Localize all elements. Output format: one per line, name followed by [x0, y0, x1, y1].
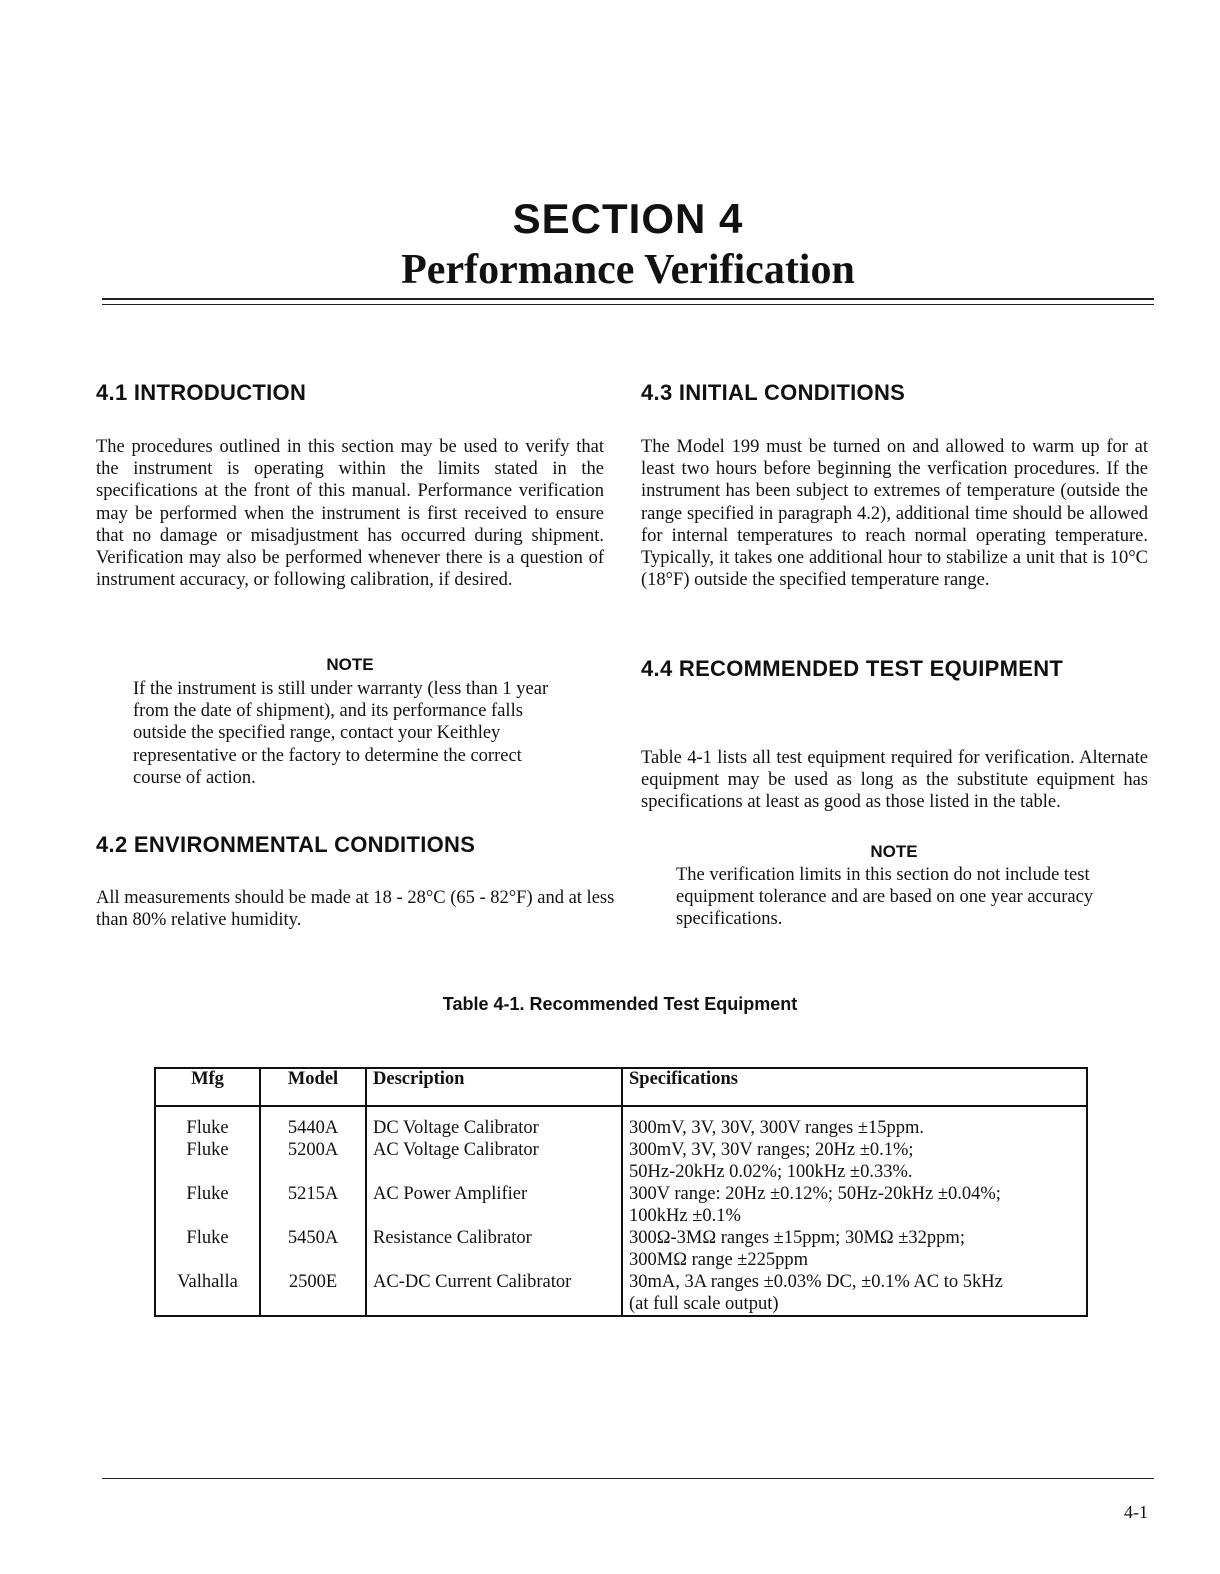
spec-line: (at full scale output) — [629, 1294, 779, 1314]
cell-specifications — [622, 1271, 1087, 1316]
spec-line: 30mA, 3A ranges ±0.03% DC, ±0.1% AC to 5kHz — [629, 1272, 1003, 1292]
cell-mfg: Fluke — [155, 1183, 260, 1227]
recommended-paragraph: Table 4-1 lists all test equipment required for verification. Alternate equipment may be used as long as the substitute equipment has specifications at least as good as those listed in the table. — [641, 748, 1148, 813]
table-row — [155, 1183, 1087, 1227]
cell-mfg: Fluke — [155, 1106, 260, 1139]
page-number: 4-1 — [1124, 1502, 1148, 1522]
cell-model: 2500E — [260, 1271, 366, 1316]
cell-mfg: Fluke — [155, 1139, 260, 1183]
spec-line: 300V range: 20Hz ±0.12%; 50Hz-20kHz ±0.04%; — [629, 1184, 1001, 1204]
title-rule-top — [102, 298, 1154, 300]
cell-mfg: Valhalla — [155, 1271, 260, 1316]
intro-heading: 4.1 INTRODUCTION — [96, 380, 307, 405]
table-row — [155, 1106, 1087, 1139]
verification-note-label: NOTE — [870, 842, 918, 861]
spec-line: 300MΩ range ±225ppm — [629, 1250, 809, 1270]
warranty-note: If the instrument is still under warranty (less than 1 year from the date of shipment), and its performance falls outside the specified range, contact your Keithley representative or the factory to determine the correct course of action. — [133, 679, 549, 788]
cell-description: AC Voltage Calibrator — [366, 1139, 622, 1183]
table-row — [155, 1271, 1087, 1316]
section-title: Performance Verification — [401, 247, 855, 293]
header-description: Description — [366, 1068, 622, 1106]
table-row — [155, 1227, 1087, 1271]
cell-description: Resistance Calibrator — [366, 1227, 622, 1271]
environmental-heading: 4.2 ENVIRONMENTAL CONDITIONS — [96, 832, 476, 857]
equipment-table — [154, 1067, 1088, 1317]
cell-description: AC-DC Current Calibrator — [366, 1271, 622, 1316]
cell-model: 5440A — [260, 1106, 366, 1139]
intro-paragraph: The procedures outlined in this section may be used to verify that the instrument is operating within the limits stated in the specifications at the front of this manual. Performance verification may be performed when the instrument is first received to ensure that no damage or misadjustment has occurred during shipment. Verification may also be performed whenever there is a question of instrument accuracy, or following calibration, if desired. — [96, 437, 604, 591]
spec-line: 100kHz ±0.1% — [629, 1206, 741, 1226]
recommended-heading: 4.4 RECOMMENDED TEST EQUIPMENT — [641, 656, 1064, 681]
cell-specifications — [622, 1227, 1087, 1271]
spec-line: 300Ω-3MΩ ranges ±15ppm; 30MΩ ±32ppm; — [629, 1228, 965, 1248]
cell-model: 5200A — [260, 1139, 366, 1183]
footer-rule — [102, 1478, 1154, 1479]
verification-note: The verification limits in this section do not include test equipment tolerance and are based on one year accuracy specifications. — [676, 865, 1094, 930]
cell-specifications — [622, 1183, 1087, 1227]
title-rule-bottom — [102, 304, 1154, 305]
initial-paragraph: The Model 199 must be turned on and allowed to warm up for at least two hours before beginning the verfication procedures. If the instrument has been subject to extremes of temperature (outside the range specified in paragraph 4.2), additional time should be allowed for internal temperatures to reach normal operating temperature. Typically, it takes one additional hour to stabilize a unit that is 10°C (18°F) outside the specified temperature range. — [641, 437, 1148, 591]
cell-specifications — [622, 1139, 1087, 1183]
cell-model: 5215A — [260, 1183, 366, 1227]
table-header-row — [155, 1068, 1087, 1106]
header-mfg: Mfg — [155, 1068, 260, 1106]
cell-mfg: Fluke — [155, 1227, 260, 1271]
spec-line: 300mV, 3V, 30V ranges; 20Hz ±0.1%; — [629, 1140, 914, 1160]
note-label: NOTE — [326, 655, 374, 674]
cell-specifications — [622, 1106, 1087, 1139]
cell-model: 5450A — [260, 1227, 366, 1271]
cell-description: AC Power Amplifier — [366, 1183, 622, 1227]
initial-heading: 4.3 INITIAL CONDITIONS — [641, 380, 906, 405]
header-specifications: Specifications — [622, 1068, 1087, 1106]
section-number: SECTION 4 — [512, 195, 744, 242]
table-caption: Table 4-1. Recommended Test Equipment — [442, 994, 798, 1014]
cell-description: DC Voltage Calibrator — [366, 1106, 622, 1139]
environmental-paragraph: All measurements should be made at 18 - 28°C (65 - 82°F) and at less than 80% relative humidity. — [96, 888, 615, 931]
header-model: Model — [260, 1068, 366, 1106]
spec-line: 300mV, 3V, 30V, 300V ranges ±15ppm. — [629, 1118, 925, 1138]
table-row — [155, 1139, 1087, 1183]
spec-line: 50Hz-20kHz 0.02%; 100kHz ±0.33%. — [629, 1162, 913, 1182]
